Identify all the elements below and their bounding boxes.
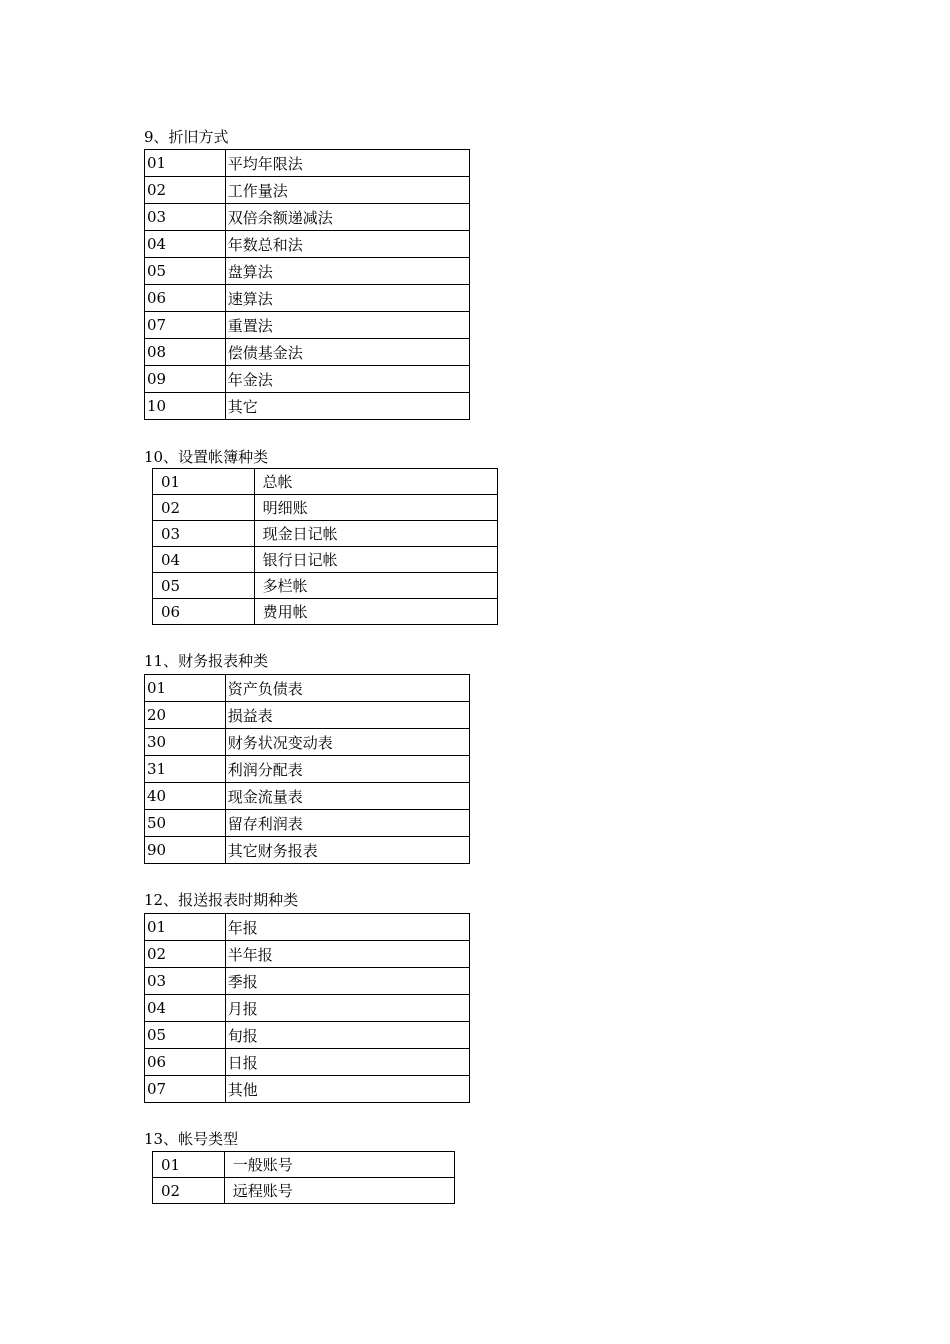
table-row — [153, 469, 498, 495]
name-cell: 利润分配表 — [225, 756, 469, 783]
name-cell: 双倍余额递减法 — [225, 204, 469, 231]
table-row — [145, 968, 470, 995]
table-row — [145, 366, 470, 393]
table-row — [145, 1049, 470, 1076]
code-cell: 10 — [145, 393, 226, 420]
section-title: 11、财务报表种类 — [144, 652, 269, 670]
code-cell: 01 — [145, 914, 226, 941]
code-cell: 02 — [153, 1178, 225, 1204]
table-row — [145, 339, 470, 366]
table-row — [145, 995, 470, 1022]
code-cell: 30 — [145, 729, 226, 756]
section-title: 10、设置帐簿种类 — [144, 448, 269, 466]
code-cell: 08 — [145, 339, 226, 366]
table-row — [153, 599, 498, 625]
code-cell: 05 — [153, 573, 255, 599]
account-types-table — [152, 1151, 455, 1204]
name-cell: 一般账号 — [224, 1152, 454, 1178]
table-row — [145, 1076, 470, 1103]
table-row — [145, 837, 470, 864]
section-title: 12、报送报表时期种类 — [144, 891, 299, 909]
financial-statement-types-table — [144, 674, 470, 864]
name-cell: 旬报 — [225, 1022, 469, 1049]
reporting-period-types-table — [144, 913, 470, 1103]
section-title: 9、折旧方式 — [144, 128, 229, 146]
table-row — [153, 495, 498, 521]
name-cell: 其它财务报表 — [225, 837, 469, 864]
table-row — [145, 312, 470, 339]
code-cell: 03 — [145, 204, 226, 231]
ledger-types-table — [152, 468, 498, 625]
table-row — [145, 285, 470, 312]
code-cell: 31 — [145, 756, 226, 783]
name-cell: 偿债基金法 — [225, 339, 469, 366]
code-cell: 04 — [145, 231, 226, 258]
code-cell: 07 — [145, 1076, 226, 1103]
table-row — [145, 729, 470, 756]
name-cell: 远程账号 — [224, 1178, 454, 1204]
code-cell: 04 — [153, 547, 255, 573]
name-cell: 工作量法 — [225, 177, 469, 204]
name-cell: 年金法 — [225, 366, 469, 393]
name-cell: 平均年限法 — [225, 150, 469, 177]
code-cell: 03 — [153, 521, 255, 547]
section-title: 13、帐号类型 — [144, 1130, 239, 1148]
name-cell: 费用帐 — [254, 599, 497, 625]
code-cell: 07 — [145, 312, 226, 339]
code-cell: 02 — [153, 495, 255, 521]
code-cell: 20 — [145, 702, 226, 729]
table-row — [145, 756, 470, 783]
table-row — [145, 941, 470, 968]
name-cell: 现金流量表 — [225, 783, 469, 810]
name-cell: 明细账 — [254, 495, 497, 521]
code-cell: 06 — [153, 599, 255, 625]
code-cell: 03 — [145, 968, 226, 995]
code-cell: 02 — [145, 941, 226, 968]
name-cell: 损益表 — [225, 702, 469, 729]
name-cell: 其它 — [225, 393, 469, 420]
code-cell: 06 — [145, 1049, 226, 1076]
table-row — [145, 177, 470, 204]
code-cell: 01 — [153, 1152, 225, 1178]
table-row — [153, 1152, 455, 1178]
name-cell: 资产负债表 — [225, 675, 469, 702]
table-row — [145, 231, 470, 258]
name-cell: 多栏帐 — [254, 573, 497, 599]
name-cell: 速算法 — [225, 285, 469, 312]
code-cell: 40 — [145, 783, 226, 810]
name-cell: 其他 — [225, 1076, 469, 1103]
name-cell: 半年报 — [225, 941, 469, 968]
name-cell: 盘算法 — [225, 258, 469, 285]
name-cell: 财务状况变动表 — [225, 729, 469, 756]
table-row — [145, 204, 470, 231]
name-cell: 银行日记帐 — [254, 547, 497, 573]
table-row — [145, 914, 470, 941]
table-row — [145, 1022, 470, 1049]
code-cell: 02 — [145, 177, 226, 204]
code-cell: 06 — [145, 285, 226, 312]
code-cell: 04 — [145, 995, 226, 1022]
code-cell: 50 — [145, 810, 226, 837]
name-cell: 留存利润表 — [225, 810, 469, 837]
table-row — [145, 258, 470, 285]
name-cell: 总帐 — [254, 469, 497, 495]
name-cell: 季报 — [225, 968, 469, 995]
depreciation-method-table — [144, 149, 470, 420]
code-cell: 01 — [145, 675, 226, 702]
table-row — [153, 1178, 455, 1204]
name-cell: 年数总和法 — [225, 231, 469, 258]
table-row — [153, 521, 498, 547]
code-cell: 01 — [153, 469, 255, 495]
code-cell: 90 — [145, 837, 226, 864]
code-cell: 01 — [145, 150, 226, 177]
name-cell: 年报 — [225, 914, 469, 941]
name-cell: 月报 — [225, 995, 469, 1022]
code-cell: 09 — [145, 366, 226, 393]
table-row — [145, 675, 470, 702]
table-row — [145, 783, 470, 810]
table-row — [145, 150, 470, 177]
table-row — [153, 547, 498, 573]
code-cell: 05 — [145, 1022, 226, 1049]
name-cell: 现金日记帐 — [254, 521, 497, 547]
name-cell: 日报 — [225, 1049, 469, 1076]
code-cell: 05 — [145, 258, 226, 285]
name-cell: 重置法 — [225, 312, 469, 339]
table-row — [145, 702, 470, 729]
table-row — [145, 810, 470, 837]
table-row — [145, 393, 470, 420]
table-row — [153, 573, 498, 599]
